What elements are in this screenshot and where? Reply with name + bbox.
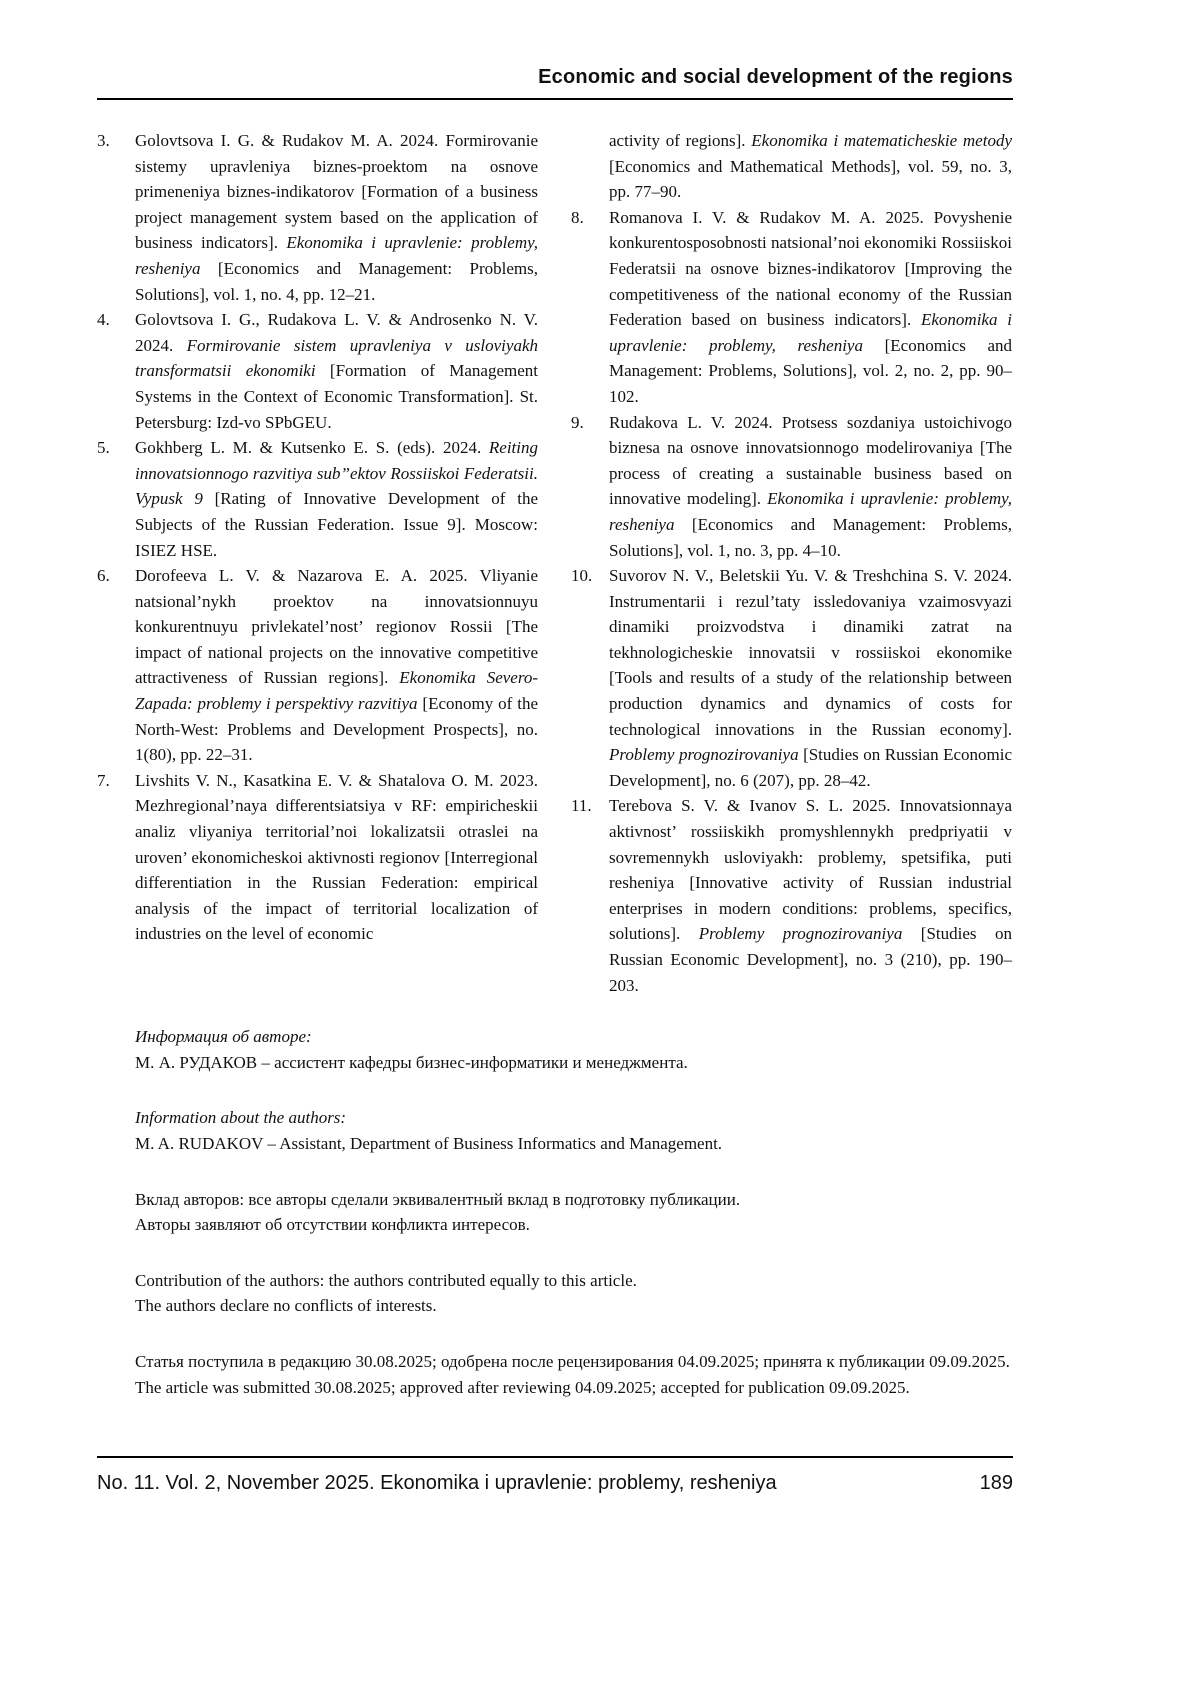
reference-journal-title: Ekonomika Severo-Zapada: problemy i perspektivy razvitiya [135, 668, 538, 714]
author-info-ru [135, 1024, 1013, 1075]
reference-number: 7. [97, 770, 110, 790]
footer-journal-line: No. 11. Vol. 2, November 2025. Ekonomika i upravlenie: problemy, resheniya [97, 1472, 777, 1494]
journal-page [97, 0, 1013, 1698]
reference-text: Rudakova L. V. 2024. Protsess sozdaniya ustoichivogo biznesa na osnove innovatsionnogo modelirovaniya [The process of creating a sustainable business based on innovative modeling]. [609, 412, 1012, 509]
reference-text: [Economics and Management: Problems, Solutions], vol. 1, no. 3, pp. 4–10. [609, 514, 1012, 560]
reference-item [97, 435, 538, 563]
reference-number: 8. [571, 207, 584, 227]
submission-dates [135, 1349, 1013, 1400]
references-section [97, 128, 1013, 998]
reference-item [97, 307, 538, 435]
contribution-en-line1: Contribution of the authors: the authors contributed equally to this article. [135, 1270, 637, 1290]
reference-item [571, 793, 1012, 998]
footer-rule [97, 1456, 1013, 1458]
reference-item [97, 128, 538, 307]
reference-number: 5. [97, 438, 110, 458]
reference-item [571, 410, 1012, 564]
reference-item [97, 768, 538, 947]
reference-journal-title: Ekonomika i upravlenie: problemy, resheniya [135, 233, 538, 278]
reference-item [97, 563, 538, 768]
reference-journal-title: Ekonomika i upravlenie: problemy, resheniya [609, 489, 1012, 534]
reference-number: 10. [571, 566, 593, 586]
author-info-body-ru: М. А. РУДАКОВ – ассистент кафедры бизнес-информатики и менеджмента. [135, 1052, 688, 1072]
submission-dates-ru: Статья поступила в редакцию 30.08.2025; одобрена после рецензирования 04.09.2025; принята к публикации 09.09.2025. [135, 1351, 1010, 1371]
reference-journal-title: Problemy prognozirovaniya [609, 745, 799, 765]
reference-text: Golovtsova I. G., Rudakova L. V. & Androsenko N. V. 2024. [135, 310, 538, 355]
reference-text: Gokhberg L. M. & Kutsenko E. S. (eds). 2024. [135, 438, 489, 458]
reference-item [571, 563, 1012, 793]
reference-text: Terebova S. V. & Ivanov S. L. 2025. Innovatsionnaya aktivnost’ rossiiskikh promyshlennykh predpriyatii v sovremennykh usloviyakh: problemy, spetsifika, puti resheniya [Innovative activity of Russian industrial enterprises in modern conditions: problems, specifics, solutions]. [609, 796, 1012, 944]
header-rule [97, 98, 1013, 100]
reference-journal-title: Ekonomika i matematicheskie metody [751, 131, 1012, 150]
reference-journal-title: Reiting innovatsionnogo razvitiya sub”ektov Rossiiskoi Federatsii. Vypusk 9 [135, 438, 538, 509]
reference-text: [Rating of Innovative Development of the Subjects of the Russian Federation. Issue 9]. Moscow: ISIEZ HSE. [135, 489, 539, 560]
reference-text: [Studies on Russian Economic Development], no. 6 (207), pp. 28–42. [609, 745, 1012, 790]
reference-journal-title: Formirovanie sistem upravleniya v usloviyakh transformatsii ekonomiki [135, 335, 538, 381]
reference-text: [Formation of Management Systems in the Context of Economic Transformation]. St. Petersburg: Izd-vo SPbGEU. [135, 361, 538, 432]
page-header [97, 0, 1013, 100]
reference-number: 6. [97, 566, 110, 586]
reference-journal-title: Problemy prognozirovaniya [698, 924, 903, 944]
author-info-en [135, 1105, 1013, 1156]
page-footer [97, 1472, 1013, 1495]
reference-text: [Economics and Management: Problems, Solutions], vol. 1, no. 4, pp. 12–21. [135, 258, 538, 304]
reference-text: activity of regions]. [609, 131, 752, 150]
reference-number: 11. [571, 796, 592, 816]
author-info-heading-en: Information about the authors: [135, 1108, 347, 1128]
reference-text: Suvorov N. V., Beletskii Yu. V. & Treshchina S. V. 2024. Instrumentarii i rezul’taty issledovaniya vzaimosvyazi dinamiki proizvodstva i dinamiki zatrat na tekhnologicheskie innovatsii v rossiiskoi ekonomike [Tools and results of a study of the relationship between production dynamics and dynamics of costs for technological innovations in the Russian economy]. [609, 566, 1012, 739]
reference-number: 4. [97, 310, 110, 330]
author-info-section [97, 1024, 1013, 1400]
running-head: Economic and social development of the regions [538, 66, 1013, 88]
reference-text: [Studies on Russian Economic Development], no. 3 (210), pp. 190–203. [609, 924, 1012, 995]
contribution-ru [135, 1187, 1013, 1238]
contribution-en [135, 1268, 1013, 1319]
reference-item-continuation [571, 128, 1012, 205]
author-info-heading-ru: Информация об авторе: [135, 1027, 312, 1047]
reference-text: [Economics and Mathematical Methods], vol. 59, no. 3, pp. 77–90. [609, 156, 1012, 202]
references-column-left [97, 128, 538, 998]
contribution-en-line2: The authors declare no conflicts of interests. [135, 1296, 437, 1316]
reference-number: 9. [571, 412, 584, 432]
reference-text: [Economics and Management: Problems, Solutions], vol. 2, no. 2, pp. 90–102. [609, 335, 1012, 406]
references-column-right [571, 128, 1012, 998]
reference-item [571, 205, 1012, 410]
author-info-body-en: M. A. RUDAKOV – Assistant, Department of Business Informatics and Management. [135, 1133, 723, 1153]
reference-text: [Economy of the North-West: Problems and Development Prospects], no. 1(80), pp. 22–31. [135, 694, 539, 765]
reference-text: Livshits V. N., Kasatkina E. V. & Shatalova O. M. 2023. Mezhregional’naya differentsiatsiya v RF: empiricheskii analiz vliyaniya territorial’noi lokalizatsii otraslei na uroven’ ekonomicheskoi aktivnosti regionov [Interregional differentiation in the Russian Federation: empirical analysis of the impact of territorial localization of industries on the level of economic [135, 770, 538, 944]
submission-dates-en: The article was submitted 30.08.2025; approved after reviewing 04.09.2025; accepted for publication 09.09.2025. [135, 1377, 910, 1397]
contribution-ru-line2: Авторы заявляют об отсутствии конфликта интересов. [135, 1215, 530, 1235]
reference-text: Golovtsova I. G. & Rudakov M. A. 2024. Formirovanie sistemy upravleniya biznes-proektom na osnove primeneniya biznes-indikatorov [Formation of a business project management system based on the application of business indicators]. [135, 131, 538, 253]
reference-text: Dorofeeva L. V. & Nazarova E. A. 2025. Vliyanie natsional’nykh proektov na innovatsionnuyu konkurentnuyu privlekatel’nost’ regionov Rossii [The impact of national projects on the innovative competitive attractiveness of Russian regions]. [135, 566, 538, 688]
reference-number: 3. [97, 131, 110, 150]
footer-page-number: 189 [979, 1472, 1013, 1494]
reference-journal-title: Ekonomika i upravlenie: problemy, resheniya [609, 310, 1013, 355]
contribution-ru-line1: Вклад авторов: все авторы сделали эквивалентный вклад в подготовку публикации. [135, 1189, 741, 1209]
reference-text: Romanova I. V. & Rudakov M. A. 2025. Povyshenie konkurentosposobnosti natsional’noi ekonomiki Rossiiskoi Federatsii na osnove biznes-indikatorov [Improving the competitiveness of the national economy of the Russian Federation based on business indicators]. [609, 207, 1012, 330]
